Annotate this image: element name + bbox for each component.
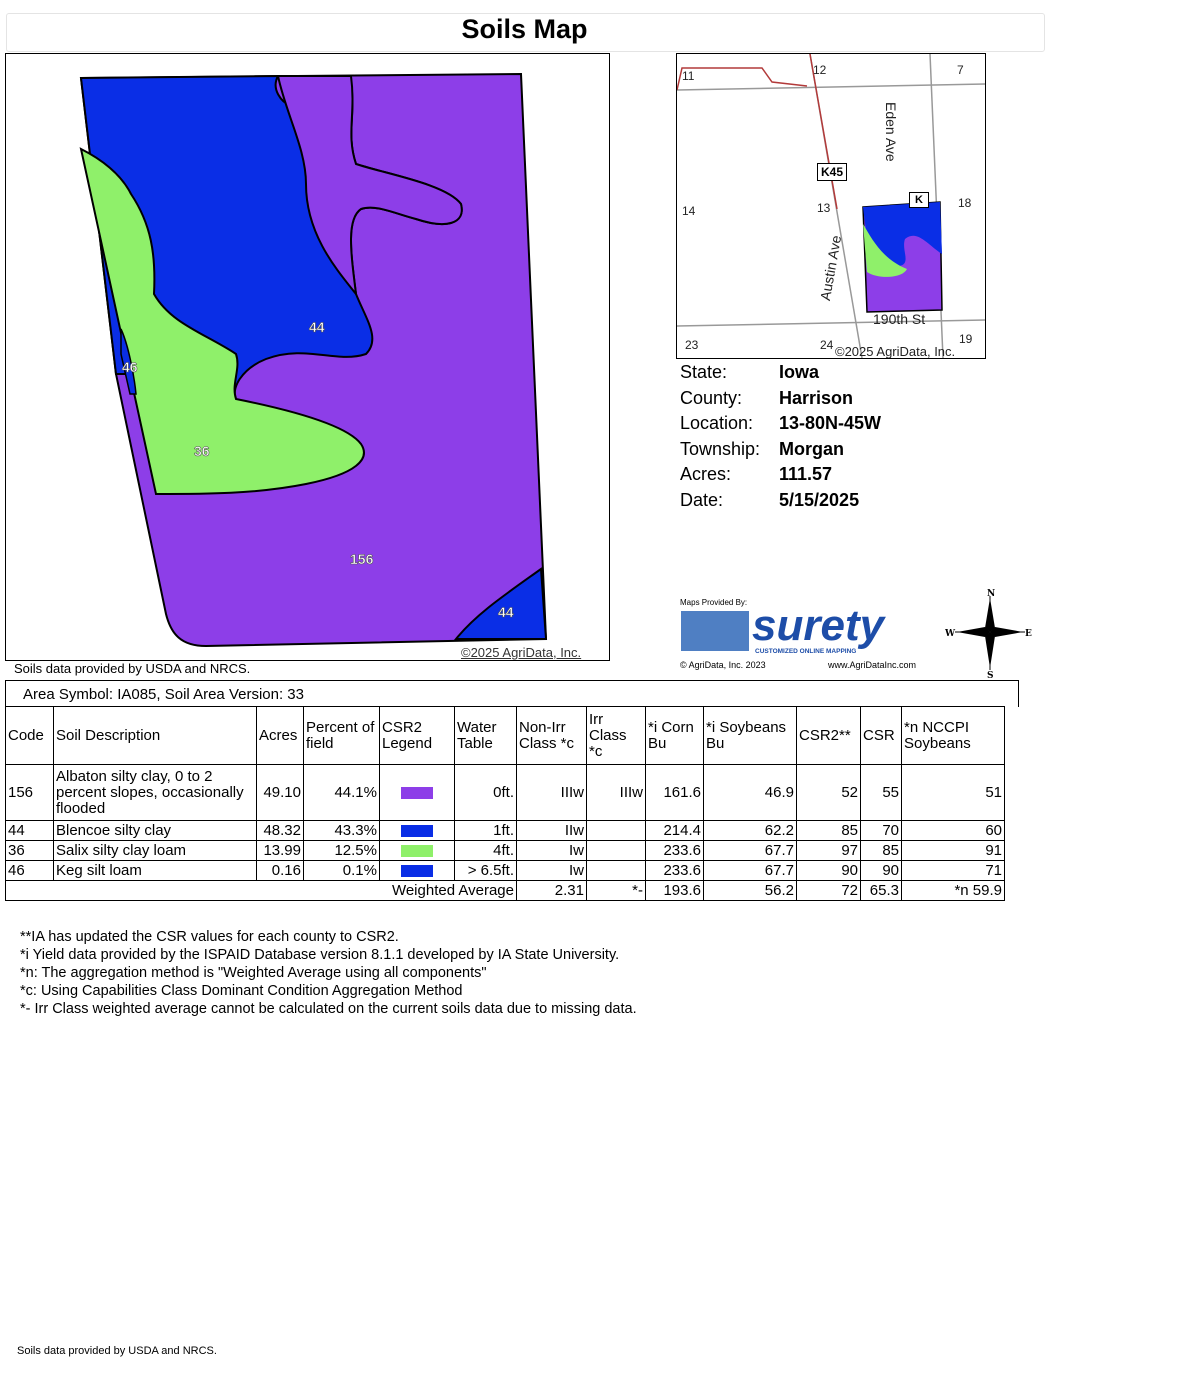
cell-water: 0ft. <box>455 765 517 821</box>
legend-swatch <box>401 845 433 857</box>
cell-desc: Albaton silty clay, 0 to 2 percent slopes, occasionally flooded <box>54 765 257 821</box>
compass-s: S <box>987 671 994 678</box>
footnote: *- Irr Class weighted average cannot be calculated on the current soils data due to missing data. <box>20 1001 637 1017</box>
info-key: Acres: <box>680 464 732 484</box>
info-value: 111.57 <box>779 464 833 484</box>
cell-code: 44 <box>6 821 54 841</box>
info-key: Date: <box>680 489 724 510</box>
col-legend: CSR2 Legend <box>380 707 455 765</box>
main-map-copyright: ©2025 AgriData, Inc. <box>461 645 582 660</box>
map-label-44-top: 44 <box>309 319 325 335</box>
cell-code: 156 <box>6 765 54 821</box>
location-inset-map[interactable] <box>676 53 986 359</box>
cell-legend <box>380 765 455 821</box>
weighted-csr2: 72 <box>797 881 861 901</box>
cell-acres: 13.99 <box>257 841 304 861</box>
soils-table <box>5 706 1005 901</box>
info-key: Township: <box>680 438 761 459</box>
cell-csr: 85 <box>861 841 902 861</box>
cell-code: 46 <box>6 861 54 881</box>
footnote: *c: Using Capabilities Class Dominant Condition Aggregation Method <box>20 983 463 999</box>
cell-pct: 0.1% <box>304 861 380 881</box>
section-label: 19 <box>959 332 973 346</box>
footnote: *i Yield data provided by the ISPAID Database version 8.1.1 developed by IA State University. <box>20 947 620 963</box>
table-row[interactable] <box>6 821 1005 841</box>
cell-irr <box>587 841 646 861</box>
cell-desc: Blencoe silty clay <box>54 821 257 841</box>
legend-swatch <box>401 787 433 799</box>
col-soy: *i Soybeans Bu <box>704 707 797 765</box>
info-row <box>680 360 881 386</box>
inset-copyright: ©2025 AgriData, Inc. <box>835 344 956 359</box>
table-row[interactable] <box>6 861 1005 881</box>
section-label: 23 <box>685 338 699 352</box>
col-irr: Irr Class *c <box>587 707 646 765</box>
cell-csr: 90 <box>861 861 902 881</box>
compass-e: E <box>1025 629 1032 639</box>
weighted-soy: 56.2 <box>704 881 797 901</box>
cell-csr2: 97 <box>797 841 861 861</box>
cell-soy: 67.7 <box>704 861 797 881</box>
section-label: 12 <box>813 63 827 77</box>
weighted-average-row <box>6 881 1005 901</box>
field-info <box>680 360 881 513</box>
cell-legend <box>380 861 455 881</box>
road-190th-st: 190th St <box>873 311 926 327</box>
weighted-nccpi: *n 59.9 <box>902 881 1005 901</box>
cell-soy: 46.9 <box>704 765 797 821</box>
section-label: 18 <box>958 196 972 210</box>
surety-logo-icon <box>681 611 749 651</box>
source-note-top: Soils data provided by USDA and NRCS. <box>14 661 251 676</box>
table-row[interactable] <box>6 765 1005 821</box>
cell-nccpi: 51 <box>902 765 1005 821</box>
soil-map-svg <box>6 54 609 660</box>
source-note-bottom: Soils data provided by USDA and NRCS. <box>17 1345 217 1357</box>
compass-rose-icon <box>945 588 1035 683</box>
legend-swatch <box>401 825 433 837</box>
map-label-36: 36 <box>194 443 210 459</box>
cell-nonirr: Iw <box>517 861 587 881</box>
info-key: State: <box>680 362 728 382</box>
road-austin-ave: Austin Ave <box>817 234 845 302</box>
cell-csr2: 85 <box>797 821 861 841</box>
footnote: **IA has updated the CSR values for each county to CSR2. <box>20 929 399 945</box>
cell-pct: 12.5% <box>304 841 380 861</box>
cell-water: > 6.5ft. <box>455 861 517 881</box>
col-water: Water Table <box>455 707 517 765</box>
cell-soy: 62.2 <box>704 821 797 841</box>
section-label: 7 <box>957 63 964 77</box>
col-nonirr: Non-Irr Class *c <box>517 707 587 765</box>
col-nccpi: *n NCCPI Soybeans <box>902 707 1005 765</box>
cell-acres: 48.32 <box>257 821 304 841</box>
area-symbol-bar <box>5 680 1019 707</box>
col-acres: Acres <box>257 707 304 765</box>
cell-soy: 67.7 <box>704 841 797 861</box>
surety-tagline: CUSTOMIZED ONLINE MAPPING <box>755 648 857 655</box>
cell-water: 1ft. <box>455 821 517 841</box>
info-value: Harrison <box>779 387 854 408</box>
compass-n: N <box>987 589 996 599</box>
cell-irr <box>587 821 646 841</box>
section-label: 11 <box>682 69 695 83</box>
cell-code: 36 <box>6 841 54 861</box>
cell-corn: 233.6 <box>646 861 704 881</box>
cell-legend <box>380 841 455 861</box>
weighted-label: Weighted Average <box>6 881 517 901</box>
info-key: Location: <box>680 413 754 433</box>
cell-acres: 49.10 <box>257 765 304 821</box>
table-header-row <box>6 707 1005 765</box>
cell-nccpi: 60 <box>902 821 1005 841</box>
footnote: *n: The aggregation method is "Weighted Average using all components" <box>20 965 487 981</box>
cell-pct: 43.3% <box>304 821 380 841</box>
compass-w: W <box>945 629 956 639</box>
col-pct: Percent of field <box>304 707 380 765</box>
cell-irr <box>587 861 646 881</box>
section-label: 13 <box>817 201 831 215</box>
cell-corn: 214.4 <box>646 821 704 841</box>
cell-pct: 44.1% <box>304 765 380 821</box>
main-soil-map[interactable] <box>5 53 610 661</box>
cell-water: 4ft. <box>455 841 517 861</box>
weighted-csr: 65.3 <box>861 881 902 901</box>
page-title: Soils Map <box>461 14 588 44</box>
info-row <box>680 488 881 514</box>
cell-irr: IIIw <box>587 765 646 821</box>
cell-nonirr: Iw <box>517 841 587 861</box>
cell-nonirr: IIIw <box>517 765 587 821</box>
col-corn: *i Corn Bu <box>646 707 704 765</box>
area-symbol: Area Symbol: IA085, Soil Area Version: 33 <box>23 686 304 703</box>
cell-desc: Keg silt loam <box>54 861 257 881</box>
info-value: Morgan <box>779 438 844 459</box>
cell-nccpi: 71 <box>902 861 1005 881</box>
road-eden-ave: Eden Ave <box>883 102 899 162</box>
weighted-irr: *- <box>587 881 646 901</box>
info-row <box>680 462 881 488</box>
col-csr: CSR <box>861 707 902 765</box>
info-row <box>680 411 881 437</box>
legend-swatch <box>401 865 433 877</box>
cell-nonirr: IIw <box>517 821 587 841</box>
table-row[interactable] <box>6 841 1005 861</box>
footnotes <box>20 928 637 1018</box>
info-key: County: <box>680 387 743 408</box>
info-value: Iowa <box>779 362 820 382</box>
info-value: 13-80N-45W <box>779 413 882 433</box>
section-label: 24 <box>820 338 834 352</box>
cell-csr: 55 <box>861 765 902 821</box>
cell-corn: 161.6 <box>646 765 704 821</box>
provider-url: www.AgriDataInc.com <box>828 660 917 670</box>
map-label-46: 46 <box>122 359 138 375</box>
cell-csr: 70 <box>861 821 902 841</box>
provider-copyright: © AgriData, Inc. 2023 <box>680 660 766 670</box>
inset-map-svg <box>677 54 985 358</box>
col-csr2: CSR2** <box>797 707 861 765</box>
col-code: Code <box>6 707 54 765</box>
info-row <box>680 437 881 463</box>
map-label-156: 156 <box>350 551 374 567</box>
weighted-nonirr: 2.31 <box>517 881 587 901</box>
maps-provided-by: Maps Provided By: <box>680 598 748 607</box>
weighted-corn: 193.6 <box>646 881 704 901</box>
cell-acres: 0.16 <box>257 861 304 881</box>
highway-shield: K45 <box>817 163 847 181</box>
cell-desc: Salix silty clay loam <box>54 841 257 861</box>
cell-csr2: 90 <box>797 861 861 881</box>
cell-nccpi: 91 <box>902 841 1005 861</box>
info-row <box>680 386 881 412</box>
cell-csr2: 52 <box>797 765 861 821</box>
map-label-44-bottom: 44 <box>498 604 514 620</box>
info-value: 5/15/2025 <box>779 489 860 510</box>
k-marker: K <box>909 192 929 208</box>
col-desc: Soil Description <box>54 707 257 765</box>
surety-logo: surety <box>752 601 885 650</box>
cell-corn: 233.6 <box>646 841 704 861</box>
section-label: 14 <box>682 204 696 218</box>
cell-legend <box>380 821 455 841</box>
